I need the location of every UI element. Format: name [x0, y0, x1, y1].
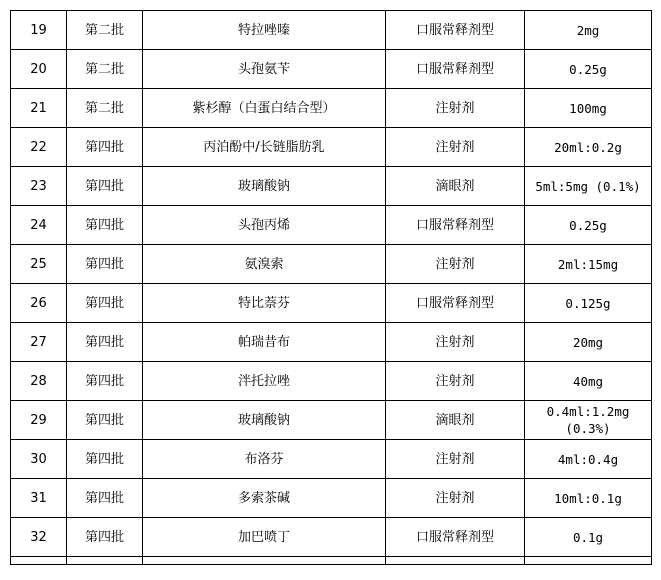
- serial-number-cell: 22: [11, 128, 67, 167]
- dosage-form-cell: 注射剂: [386, 479, 525, 518]
- table-row: [11, 11, 652, 50]
- serial-number-cell: 31: [11, 479, 67, 518]
- batch-cell: 第四批: [67, 479, 143, 518]
- batch-cell: 第四批: [67, 440, 143, 479]
- batch-cell: 第二批: [67, 89, 143, 128]
- specification-cell: 0.25g: [525, 50, 652, 89]
- table-row: [11, 323, 652, 362]
- serial-number-cell: 24: [11, 206, 67, 245]
- dosage-form-cell: 口服常释剂型: [386, 206, 525, 245]
- specification-cell: 40mg: [525, 362, 652, 401]
- empty-cell: [143, 557, 386, 565]
- specification-cell: 0.4ml:1.2mg (0.3%): [525, 401, 652, 440]
- specification-cell: 0.125g: [525, 284, 652, 323]
- dosage-form-cell: 注射剂: [386, 362, 525, 401]
- specification-cell: 2mg: [525, 11, 652, 50]
- drug-name-cell: 特比萘芬: [143, 284, 386, 323]
- empty-cell: [386, 557, 525, 565]
- serial-number-cell: 30: [11, 440, 67, 479]
- table-row: [11, 440, 652, 479]
- drug-list-table: [10, 10, 652, 565]
- table-row: [11, 245, 652, 284]
- serial-number-cell: 29: [11, 401, 67, 440]
- table-row-partial: [11, 557, 652, 565]
- table-row: [11, 167, 652, 206]
- drug-name-cell: 布洛芬: [143, 440, 386, 479]
- specification-cell: 0.25g: [525, 206, 652, 245]
- batch-cell: 第四批: [67, 362, 143, 401]
- specification-cell: 20ml:0.2g: [525, 128, 652, 167]
- drug-name-cell: 帕瑞昔布: [143, 323, 386, 362]
- specification-cell: 20mg: [525, 323, 652, 362]
- empty-cell: [11, 557, 67, 565]
- empty-cell: [67, 557, 143, 565]
- drug-name-cell: 头孢丙烯: [143, 206, 386, 245]
- specification-cell: 4ml:0.4g: [525, 440, 652, 479]
- specification-cell: 2ml:15mg: [525, 245, 652, 284]
- drug-name-cell: 紫杉醇（白蛋白结合型）: [143, 89, 386, 128]
- dosage-form-cell: 注射剂: [386, 440, 525, 479]
- batch-cell: 第四批: [67, 401, 143, 440]
- specification-cell: 10ml:0.1g: [525, 479, 652, 518]
- table-row: [11, 401, 652, 440]
- serial-number-cell: 21: [11, 89, 67, 128]
- drug-name-cell: 丙泊酚中/长链脂肪乳: [143, 128, 386, 167]
- batch-cell: 第四批: [67, 245, 143, 284]
- serial-number-cell: 28: [11, 362, 67, 401]
- batch-cell: 第二批: [67, 50, 143, 89]
- batch-cell: 第四批: [67, 284, 143, 323]
- batch-cell: 第四批: [67, 323, 143, 362]
- batch-cell: 第二批: [67, 11, 143, 50]
- serial-number-cell: 19: [11, 11, 67, 50]
- drug-name-cell: 特拉唑嗪: [143, 11, 386, 50]
- dosage-form-cell: 注射剂: [386, 128, 525, 167]
- serial-number-cell: 32: [11, 518, 67, 557]
- empty-cell: [525, 557, 652, 565]
- specification-cell: 100mg: [525, 89, 652, 128]
- serial-number-cell: 26: [11, 284, 67, 323]
- batch-cell: 第四批: [67, 518, 143, 557]
- dosage-form-cell: 口服常释剂型: [386, 11, 525, 50]
- batch-cell: 第四批: [67, 128, 143, 167]
- dosage-form-cell: 滴眼剂: [386, 401, 525, 440]
- dosage-form-cell: 口服常释剂型: [386, 284, 525, 323]
- table-row: [11, 518, 652, 557]
- table-row: [11, 284, 652, 323]
- drug-name-cell: 氨溴索: [143, 245, 386, 284]
- dosage-form-cell: 注射剂: [386, 323, 525, 362]
- drug-name-cell: 玻璃酸钠: [143, 401, 386, 440]
- specification-cell: 0.1g: [525, 518, 652, 557]
- dosage-form-cell: 注射剂: [386, 89, 525, 128]
- dosage-form-cell: 注射剂: [386, 245, 525, 284]
- drug-name-cell: 头孢氨苄: [143, 50, 386, 89]
- dosage-form-cell: 滴眼剂: [386, 167, 525, 206]
- dosage-form-cell: 口服常释剂型: [386, 518, 525, 557]
- drug-name-cell: 玻璃酸钠: [143, 167, 386, 206]
- batch-cell: 第四批: [67, 206, 143, 245]
- table-row: [11, 89, 652, 128]
- serial-number-cell: 23: [11, 167, 67, 206]
- batch-cell: 第四批: [67, 167, 143, 206]
- table-body: [11, 11, 652, 565]
- table-row: [11, 206, 652, 245]
- specification-cell: 5ml:5mg (0.1%): [525, 167, 652, 206]
- serial-number-cell: 27: [11, 323, 67, 362]
- serial-number-cell: 20: [11, 50, 67, 89]
- drug-name-cell: 泮托拉唑: [143, 362, 386, 401]
- table-row: [11, 128, 652, 167]
- dosage-form-cell: 口服常释剂型: [386, 50, 525, 89]
- table-row: [11, 362, 652, 401]
- drug-name-cell: 多索茶碱: [143, 479, 386, 518]
- table-row: [11, 50, 652, 89]
- serial-number-cell: 25: [11, 245, 67, 284]
- table-row: [11, 479, 652, 518]
- drug-name-cell: 加巴喷丁: [143, 518, 386, 557]
